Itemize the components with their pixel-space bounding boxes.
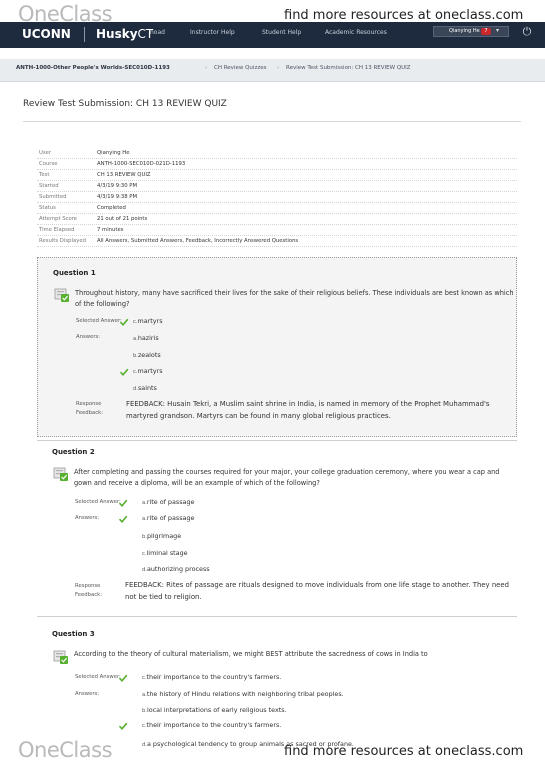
summary-label: User xyxy=(39,150,52,156)
check-icon xyxy=(118,514,128,524)
summary-row xyxy=(37,170,517,181)
summary-row xyxy=(37,181,517,192)
answer-option: a.haziris xyxy=(133,334,159,342)
summary-label: Started xyxy=(39,183,59,189)
breadcrumb-separator-icon: › xyxy=(277,65,280,71)
summary-label: Test xyxy=(39,172,50,178)
watermark-tagline: find more resources at oneclass.com xyxy=(284,8,524,23)
summary-value: All Answers, Submitted Answers, Feedback, Incorrectly Answered Questions xyxy=(97,238,299,244)
answers-label: Answers: xyxy=(76,334,101,340)
question-title: Question 2 xyxy=(52,448,95,456)
check-icon xyxy=(118,673,128,683)
oneclass-logo: OneClass xyxy=(18,738,113,762)
response-feedback-label: Response Feedback: xyxy=(75,583,103,598)
selected-answer-label: Selected Answer: xyxy=(76,318,122,324)
answer-option: d.a psychological tendency to group animals as sacred or profane. xyxy=(142,740,354,748)
summary-value: Qianying He xyxy=(97,150,130,156)
selected-answer-label: Selected Answer: xyxy=(75,674,121,680)
summary-label: Time Elapsed xyxy=(39,227,75,233)
breadcrumb-course[interactable]: ANTH-1000-Other People's Worlds-SEC010D-1193 xyxy=(16,65,170,71)
check-icon xyxy=(118,721,128,731)
question-block xyxy=(37,617,517,757)
summary-row xyxy=(37,192,517,203)
nav-academic-resources[interactable]: Academic Resources xyxy=(325,29,387,36)
summary-label: Submitted xyxy=(39,194,67,200)
summary-value: 4/3/19 9:30 PM xyxy=(97,183,138,189)
answer-option: c.martyrs xyxy=(133,367,163,375)
nav-student-help[interactable]: Student Help xyxy=(262,29,302,36)
question-title: Question 1 xyxy=(53,269,96,277)
correct-answer-icon xyxy=(54,288,70,302)
user-menu[interactable] xyxy=(433,26,509,37)
summary-row xyxy=(37,236,517,247)
huskyct-logo[interactable]: HuskyCT xyxy=(96,27,154,41)
summary-value: CH 13 REVIEW QUIZ xyxy=(97,172,151,178)
answer-option: b.local interpretations of early religious texts. xyxy=(142,706,287,714)
logo-divider xyxy=(84,27,85,42)
breadcrumb-section[interactable]: CH Review Quizzes xyxy=(214,65,267,71)
feedback-text: FEEDBACK: Husain Tekri, a Muslim saint shrine in India, is named in memory of the Prophet Muhammad's martyred grandson. Martyrs can be found in many global religious practices. xyxy=(126,400,490,420)
selected-answer: a.rite of passage xyxy=(142,498,195,506)
correct-answer-icon xyxy=(53,467,69,481)
logout-power-icon[interactable]: ⏻ xyxy=(522,25,532,38)
user-name: Qianying He xyxy=(449,28,480,34)
summary-label: Attempt Score xyxy=(39,216,78,222)
breadcrumb-separator-icon: › xyxy=(205,65,208,71)
summary-row xyxy=(37,203,517,214)
summary-row xyxy=(37,225,517,236)
response-feedback-label: Response Feedback: xyxy=(76,401,104,416)
summary-value: 4/3/19 9:38 PM xyxy=(97,194,138,200)
summary-value: ANTH-1000-SEC010D-021D-1193 xyxy=(97,161,186,167)
answers-label: Answers: xyxy=(75,691,100,697)
summary-value: Completed xyxy=(97,205,126,211)
oneclass-logo: OneClass xyxy=(18,2,113,26)
question-text: According to the theory of cultural materialism, we might BEST attribute the sacredness of cows in India to xyxy=(74,650,428,658)
breadcrumb xyxy=(0,59,545,82)
question-block xyxy=(37,257,517,437)
answer-option: c.liminal stage xyxy=(142,549,188,557)
selected-answer-label: Selected Answer: xyxy=(75,499,121,505)
check-icon xyxy=(119,317,129,327)
summary-value: 21 out of 21 points xyxy=(97,216,148,222)
summary-row xyxy=(37,214,517,225)
summary-label: Course xyxy=(39,161,58,167)
nav-instructor-help[interactable]: Instructor Help xyxy=(190,29,235,36)
page-title: Review Test Submission: CH 13 REVIEW QUIZ xyxy=(23,99,227,109)
answer-option: a.rite of passage xyxy=(142,514,195,522)
check-icon xyxy=(119,367,129,377)
answer-option: d.authorizing process xyxy=(142,565,210,573)
check-icon xyxy=(118,498,128,508)
answer-option: a.the history of Hindu relations with neighboring tribal peoples. xyxy=(142,690,344,698)
summary-value: 7 minutes xyxy=(97,227,124,233)
summary-label: Results Displayed xyxy=(39,238,86,244)
watermark-tagline: find more resources at oneclass.com xyxy=(284,744,524,759)
answer-option: c.their importance to the country's farmers. xyxy=(142,721,282,729)
answers-label: Answers: xyxy=(75,515,100,521)
answer-option: b.zealots xyxy=(133,351,161,359)
summary-row xyxy=(37,148,517,159)
selected-answer: c.martyrs xyxy=(133,317,163,325)
question-text: After completing and passing the courses required for your major, your college graduation ceremony, where you wear a cap and gown and receive a diploma, will be an example of which of the following? xyxy=(74,468,500,487)
title-divider xyxy=(23,121,521,122)
summary-row xyxy=(37,159,517,170)
summary-label: Status xyxy=(39,205,56,211)
chevron-down-icon[interactable]: ▾ xyxy=(496,27,500,34)
nav-dashboard[interactable]: hoad xyxy=(150,29,165,36)
selected-answer: c.their importance to the country's farmers. xyxy=(142,673,282,681)
uconn-logo[interactable]: UCONN xyxy=(22,27,71,41)
question-title: Question 3 xyxy=(52,630,95,638)
question-block xyxy=(37,441,517,611)
answer-option: d.saints xyxy=(133,384,157,392)
notification-badge[interactable]: 7 xyxy=(481,28,491,35)
breadcrumb-current-page: Review Test Submission: CH 13 REVIEW QUIZ xyxy=(286,65,411,71)
question-text: Throughout history, many have sacrificed their lives for the sake of their religious beliefs. These individuals are best known as which of the following? xyxy=(75,289,514,308)
correct-answer-icon xyxy=(53,650,69,664)
answer-option: b.pilgrimage xyxy=(142,532,182,540)
feedback-text: FEEDBACK: Rites of passage are rituals designed to move individuals from one life stage to another. They need not be tied to religion. xyxy=(125,581,510,601)
